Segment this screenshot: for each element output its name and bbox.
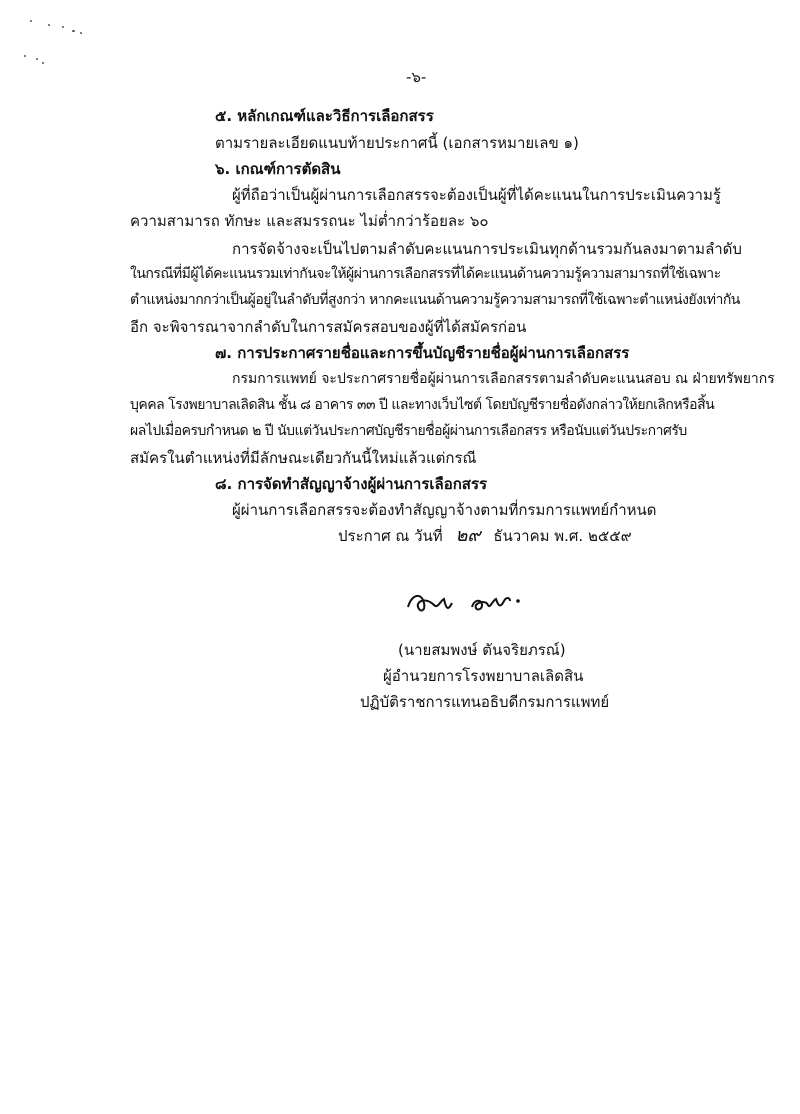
announcement-prefix: ประกาศ ณ วันที่ — [338, 527, 443, 545]
section-7-heading: ๗. การประกาศรายชื่อและการขึ้นบัญชีรายชื่อผู้ผ่านการเลือกสรร — [215, 344, 630, 362]
section-5-text: ตามรายละเอียดแนบท้ายประกาศนี้ (เอกสารหมายเลข ๑) — [215, 134, 579, 152]
section-8-line1: ผู้ผ่านการเลือกสรรจะต้องทำสัญญาจ้างตามที่กรมการแพทย์กำหนด — [232, 501, 657, 519]
scan-speck — [30, 20, 32, 22]
section-7-line1: กรมการแพทย์ จะประกาศรายชื่อผู้ผ่านการเลือกสรรตามลำดับคะแนนสอบ ณ ฝ่ายทรัพยากร — [232, 371, 775, 387]
section-6-p2-line4: อีก จะพิจารณาจากลำดับในการสมัครสอบของผู้ที่ได้สมัครก่อน — [130, 318, 527, 336]
section-5-heading: ๕. หลักเกณฑ์และวิธีการเลือกสรร — [215, 107, 434, 125]
signatory-title-1: ผู้อำนวยการโรงพยาบาลเลิดสิน — [383, 667, 584, 685]
section-7-line2: บุคคล โรงพยาบาลเลิดสิน ชั้น ๘ อาคาร ๓๓ ปี และทางเว็บไซต์ โดยบัญชีรายชื่อดังกล่าวให้ยกเลิกหรือสิ้น — [130, 397, 715, 413]
scan-speck — [24, 55, 26, 57]
signatory-name: (นายสมพงษ์ ตันจริยภรณ์) — [398, 641, 566, 659]
section-7-line4: สมัครในตำแหน่งที่มีลักษณะเดียวกันนี้ใหม่แล้วแต่กรณี — [130, 449, 477, 467]
page-number: -๖- — [406, 68, 427, 86]
signatory-title-2: ปฏิบัติราชการแทนอธิบดีกรมการแพทย์ — [360, 693, 610, 711]
section-8-heading: ๘. การจัดทำสัญญาจ้างผู้ผ่านการเลือกสรร — [215, 475, 488, 493]
section-6-heading: ๖. เกณฑ์การตัดสิน — [215, 160, 341, 178]
section-6-p2-line3: ตำแหน่งมากกว่าเป็นผู้อยู่ในลำดับที่สูงกว่า หากคะแนนด้านความรู้ความสามารถที่ใช้เฉพาะตำแหน่งยังเท่ากัน — [130, 292, 740, 308]
scan-speck — [62, 26, 64, 28]
signature-image — [400, 575, 560, 625]
section-6-p1-line2: ความสามารถ ทักษะ และสมรรถนะ ไม่ต่ำกว่าร้อยละ ๖๐ — [130, 212, 489, 230]
section-6-p2-line1: การจัดจ้างจะเป็นไปตามลำดับคะแนนการประเมินทุกด้านรวมกันลงมาตามลำดับ — [232, 240, 742, 258]
section-6-p1-line1: ผู้ที่ถือว่าเป็นผู้ผ่านการเลือกสรรจะต้องเป็นผู้ที่ได้คะแนนในการประเมินความรู้ — [232, 186, 721, 204]
announcement-suffix: ธันวาคม พ.ศ. ๒๕๕๙ — [493, 527, 632, 545]
section-7-line3: ผลไปเมื่อครบกำหนด ๒ ปี นับแต่วันประกาศบัญชีรายชื่อผู้ผ่านการเลือกสรร หรือนับแต่วันประกาศรับ — [130, 423, 687, 439]
announcement-date — [338, 520, 632, 549]
scan-speck — [80, 32, 82, 34]
scan-speck — [36, 58, 38, 60]
handwritten-day: ๒๙ — [455, 525, 481, 546]
scan-speck — [42, 62, 44, 64]
section-6-p2-line2: ในกรณีที่มีผู้ได้คะแนนรวมเท่ากันจะให้ผู้ผ่านการเลือกสรรที่ได้คะแนนด้านความรู้ความสามารถที่ใช้เฉพาะ — [130, 266, 721, 282]
scan-speck — [48, 24, 50, 26]
scan-speck — [72, 30, 75, 32]
